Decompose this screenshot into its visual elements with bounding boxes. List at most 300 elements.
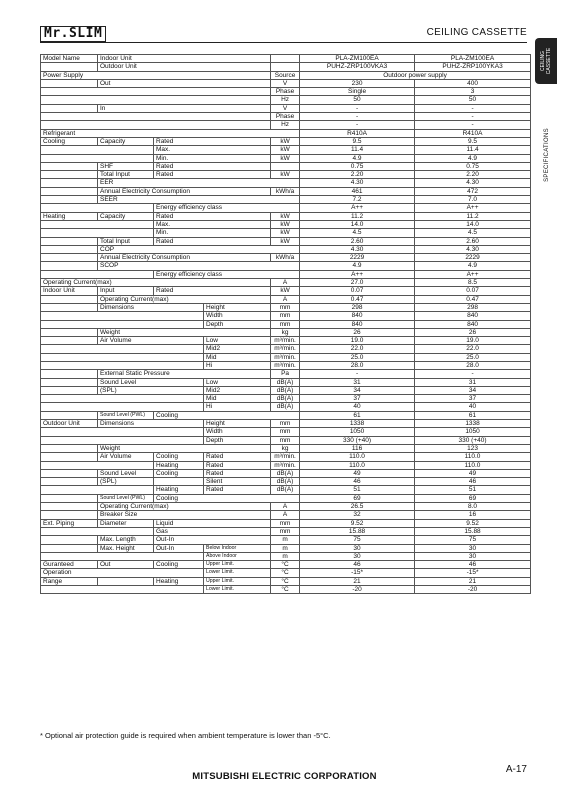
spec-cell: Max.: [154, 146, 271, 154]
spec-cell: Input: [98, 287, 154, 295]
spec-row: [41, 486, 531, 494]
spec-cell: [41, 503, 98, 511]
spec-cell: Weight: [98, 328, 271, 336]
spec-cell: mm: [271, 303, 300, 311]
spec-row: [41, 312, 531, 320]
spec-cell: kW: [271, 137, 300, 145]
spec-row: [41, 270, 531, 278]
spec-cell: 26: [300, 328, 415, 336]
spec-cell: 31: [415, 378, 531, 386]
spec-row: [41, 403, 531, 411]
spec-cell: 9.5: [300, 137, 415, 145]
spec-cell: 1050: [300, 428, 415, 436]
spec-cell: 110.0: [415, 453, 531, 461]
spec-cell: Width: [204, 312, 271, 320]
spec-cell: 1338: [300, 420, 415, 428]
spec-cell: A++: [300, 204, 415, 212]
spec-cell: kW: [271, 154, 300, 162]
spec-cell: m³/min.: [271, 361, 300, 369]
spec-cell: 4.9: [415, 154, 531, 162]
spec-cell: Operating Current(max): [98, 503, 271, 511]
side-section-text: SPECIFICATIONS: [544, 128, 550, 182]
spec-cell: 7.0: [415, 196, 531, 204]
spec-cell: 21: [300, 577, 415, 585]
spec-row: [41, 544, 531, 552]
spec-cell: Model Name: [41, 55, 98, 63]
spec-cell: -: [415, 121, 531, 129]
spec-cell: 21: [415, 577, 531, 585]
spec-row: [41, 113, 531, 121]
spec-cell: Diameter: [98, 519, 154, 527]
spec-cell: kWh/a: [271, 254, 300, 262]
spec-cell: [41, 328, 98, 336]
spec-cell: [41, 154, 154, 162]
spec-cell: [41, 162, 98, 170]
spec-row: [41, 345, 531, 353]
spec-cell: Mid: [204, 353, 271, 361]
spec-row: [41, 411, 531, 419]
spec-row: [41, 96, 531, 104]
spec-cell: [41, 478, 98, 486]
spec-cell: 30: [300, 552, 415, 560]
spec-cell: 4.30: [415, 179, 531, 187]
side-tab-label: CEILING CASSETTE: [540, 47, 552, 75]
spec-cell: 0.75: [300, 162, 415, 170]
spec-row: [41, 444, 531, 452]
spec-cell: 840: [415, 312, 531, 320]
spec-cell: [41, 361, 204, 369]
spec-cell: [41, 320, 204, 328]
spec-cell: Heating: [41, 212, 98, 220]
spec-cell: Cooling: [154, 561, 204, 569]
spec-cell: [41, 378, 98, 386]
spec-cell: [41, 411, 98, 419]
spec-row: [41, 63, 531, 71]
spec-cell: °C: [271, 586, 300, 594]
spec-row: [41, 511, 531, 519]
spec-row: [41, 220, 531, 228]
spec-row: [41, 527, 531, 535]
spec-cell: Width: [204, 428, 271, 436]
spec-cell: 298: [415, 303, 531, 311]
spec-row: [41, 569, 531, 577]
spec-cell: kg: [271, 444, 300, 452]
spec-cell: °C: [271, 569, 300, 577]
spec-cell: Annual Electricity Consumption: [98, 187, 271, 195]
spec-row: [41, 212, 531, 220]
spec-row: [41, 287, 531, 295]
spec-cell: Capacity: [98, 212, 154, 220]
spec-cell: 32: [300, 511, 415, 519]
spec-cell: Rated: [154, 162, 271, 170]
spec-cell: [41, 511, 98, 519]
spec-cell: Refrigerant: [41, 129, 300, 137]
spec-cell: Cooling: [154, 411, 300, 419]
spec-cell: 2.60: [300, 237, 415, 245]
spec-cell: 2.20: [415, 171, 531, 179]
spec-cell: 110.0: [415, 461, 531, 469]
spec-cell: -: [300, 104, 415, 112]
spec-cell: 840: [300, 312, 415, 320]
brand-logo: Mr.SLIM: [40, 26, 106, 42]
spec-cell: mm: [271, 420, 300, 428]
spec-cell: 4.5: [300, 229, 415, 237]
spec-cell: dB(A): [271, 403, 300, 411]
spec-cell: 9.52: [415, 519, 531, 527]
spec-cell: 110.0: [300, 461, 415, 469]
spec-row: [41, 129, 531, 137]
spec-cell: [41, 220, 154, 228]
spec-cell: Below Indoor: [204, 544, 271, 552]
spec-row: [41, 494, 531, 502]
spec-cell: PUHZ-ZRP100YKA3: [415, 63, 531, 71]
spec-cell: 30: [415, 552, 531, 560]
spec-row: [41, 88, 531, 96]
spec-cell: Low: [204, 337, 271, 345]
spec-cell: A++: [300, 270, 415, 278]
spec-cell: 19.0: [415, 337, 531, 345]
spec-cell: [41, 337, 98, 345]
spec-cell: Range: [41, 577, 98, 585]
spec-cell: [271, 55, 300, 63]
spec-cell: Pa: [271, 370, 300, 378]
spec-cell: -: [300, 370, 415, 378]
spec-cell: Hz: [271, 121, 300, 129]
spec-cell: Cooling: [154, 453, 204, 461]
spec-cell: mm: [271, 312, 300, 320]
spec-cell: dB(A): [271, 469, 300, 477]
spec-cell: [41, 88, 271, 96]
footnote: * Optional air protection guide is required when ambient temperature is lower than -5°C.: [40, 731, 331, 740]
spec-cell: Hi: [204, 403, 271, 411]
spec-cell: Rated: [154, 287, 271, 295]
spec-cell: [41, 395, 204, 403]
spec-row: [41, 461, 531, 469]
spec-cell: 298: [300, 303, 415, 311]
spec-cell: 50: [300, 96, 415, 104]
spec-row: [41, 245, 531, 253]
spec-cell: kW: [271, 220, 300, 228]
spec-cell: 37: [300, 395, 415, 403]
spec-cell: Rated: [204, 461, 271, 469]
spec-cell: 8.0: [415, 503, 531, 511]
spec-cell: dB(A): [271, 386, 300, 394]
spec-cell: m³/min.: [271, 353, 300, 361]
spec-cell: Energy efficiency class: [154, 270, 300, 278]
spec-cell: 7.2: [300, 196, 415, 204]
spec-cell: [41, 262, 98, 270]
spec-cell: 46: [415, 561, 531, 569]
spec-cell: 4.9: [300, 262, 415, 270]
spec-cell: Above Indoor: [204, 552, 271, 560]
spec-cell: Sound Level (PWL): [98, 411, 154, 419]
spec-cell: -20: [415, 586, 531, 594]
spec-cell: 0.47: [415, 295, 531, 303]
spec-cell: 116: [300, 444, 415, 452]
spec-cell: [154, 478, 204, 486]
spec-cell: 46: [415, 478, 531, 486]
spec-cell: 4.9: [415, 262, 531, 270]
spec-cell: kW: [271, 146, 300, 154]
spec-cell: °C: [271, 577, 300, 585]
spec-row: [41, 279, 531, 287]
spec-cell: m: [271, 552, 300, 560]
spec-cell: [41, 453, 98, 461]
spec-cell: Phase: [271, 88, 300, 96]
spec-row: [41, 586, 531, 594]
spec-cell: mm: [271, 519, 300, 527]
spec-cell: [41, 386, 98, 394]
spec-row: [41, 453, 531, 461]
spec-cell: 9.5: [415, 137, 531, 145]
spec-cell: Out: [98, 79, 271, 87]
spec-cell: Rated: [154, 171, 271, 179]
spec-cell: 0.07: [300, 287, 415, 295]
spec-row: [41, 121, 531, 129]
spec-cell: A++: [415, 270, 531, 278]
spec-row: [41, 237, 531, 245]
spec-cell: kg: [271, 328, 300, 336]
spec-cell: 11.2: [300, 212, 415, 220]
spec-cell: 61: [415, 411, 531, 419]
spec-cell: [98, 577, 154, 585]
spec-cell: 11.4: [300, 146, 415, 154]
spec-cell: 69: [300, 494, 415, 502]
spec-cell: Heating: [154, 577, 204, 585]
spec-cell: [41, 146, 154, 154]
spec-cell: 3: [415, 88, 531, 96]
spec-cell: Max.: [154, 220, 271, 228]
spec-cell: Sound Level (PWL): [98, 494, 154, 502]
spec-cell: Total Input: [98, 171, 154, 179]
spec-row: [41, 536, 531, 544]
spec-cell: 34: [415, 386, 531, 394]
spec-row: [41, 55, 531, 63]
spec-cell: Heating: [154, 461, 204, 469]
spec-row: [41, 320, 531, 328]
spec-row: [41, 79, 531, 87]
spec-cell: 4.9: [300, 154, 415, 162]
spec-cell: [41, 63, 98, 71]
spec-cell: [41, 229, 154, 237]
spec-row: [41, 478, 531, 486]
spec-cell: Outdoor Unit: [98, 63, 271, 71]
spec-cell: Ext. Piping: [41, 519, 98, 527]
spec-cell: A: [271, 503, 300, 511]
spec-cell: 9.52: [300, 519, 415, 527]
spec-table: [40, 54, 531, 594]
spec-cell: External Static Pressure: [98, 370, 271, 378]
spec-cell: m: [271, 544, 300, 552]
spec-cell: Min.: [154, 154, 271, 162]
spec-cell: kW: [271, 171, 300, 179]
spec-cell: Weight: [98, 444, 271, 452]
spec-cell: [41, 494, 98, 502]
footer-company: MITSUBISHI ELECTRIC CORPORATION: [192, 771, 377, 782]
spec-cell: [41, 552, 204, 560]
spec-cell: [41, 312, 204, 320]
spec-cell: mm: [271, 527, 300, 535]
spec-cell: Lower Limit.: [204, 586, 271, 594]
spec-cell: Out-In: [154, 536, 271, 544]
spec-cell: Out-In: [154, 544, 204, 552]
spec-row: [41, 71, 531, 79]
spec-row: [41, 519, 531, 527]
spec-cell: COP: [98, 245, 300, 253]
spec-cell: 31: [300, 378, 415, 386]
side-tab[interactable]: [535, 38, 557, 84]
spec-cell: [41, 403, 204, 411]
spec-cell: Mid2: [204, 345, 271, 353]
spec-cell: Hz: [271, 96, 300, 104]
spec-row: [41, 353, 531, 361]
spec-cell: Source: [271, 71, 300, 79]
spec-cell: Energy efficiency class: [154, 204, 300, 212]
spec-row: [41, 196, 531, 204]
spec-cell: 30: [415, 544, 531, 552]
spec-cell: 110.0: [300, 453, 415, 461]
spec-cell: 49: [300, 469, 415, 477]
spec-cell: Operation: [41, 569, 204, 577]
spec-row: [41, 577, 531, 585]
spec-cell: Operating Current(max): [98, 295, 271, 303]
spec-cell: Power Supply: [41, 71, 271, 79]
spec-cell: [41, 254, 98, 262]
spec-cell: Annual Electricity Consumption: [98, 254, 271, 262]
spec-cell: Single: [300, 88, 415, 96]
spec-cell: 8.5: [415, 279, 531, 287]
spec-cell: -15*: [415, 569, 531, 577]
spec-row: [41, 370, 531, 378]
spec-cell: 840: [415, 320, 531, 328]
spec-row: [41, 229, 531, 237]
spec-row: [41, 137, 531, 145]
spec-row: [41, 179, 531, 187]
spec-cell: SCOP: [98, 262, 300, 270]
spec-cell: kWh/a: [271, 187, 300, 195]
spec-cell: Min.: [154, 229, 271, 237]
spec-cell: mm: [271, 436, 300, 444]
spec-cell: dB(A): [271, 395, 300, 403]
spec-cell: PUHZ-ZRP100VKA3: [300, 63, 415, 71]
spec-cell: °C: [271, 561, 300, 569]
spec-cell: 230: [300, 79, 415, 87]
spec-cell: [41, 171, 98, 179]
spec-cell: Sound Level: [98, 469, 154, 477]
spec-cell: 27.0: [300, 279, 415, 287]
spec-cell: 15.88: [415, 527, 531, 535]
spec-cell: -20: [300, 586, 415, 594]
spec-cell: [41, 121, 271, 129]
spec-cell: [41, 245, 98, 253]
side-section-label: [540, 110, 554, 200]
spec-row: [41, 378, 531, 386]
spec-row: [41, 469, 531, 477]
spec-cell: dB(A): [271, 486, 300, 494]
spec-cell: 0.75: [415, 162, 531, 170]
spec-cell: Gas: [154, 527, 271, 535]
spec-row: [41, 104, 531, 112]
spec-cell: PLA-ZM100EA: [300, 55, 415, 63]
spec-cell: 61: [300, 411, 415, 419]
spec-cell: 26: [415, 328, 531, 336]
spec-cell: 2.20: [300, 171, 415, 179]
spec-cell: Upper Limit.: [204, 561, 271, 569]
spec-cell: Rated: [154, 212, 271, 220]
spec-cell: Depth: [204, 320, 271, 328]
spec-cell: Rated: [154, 137, 271, 145]
spec-cell: 2.60: [415, 237, 531, 245]
spec-cell: Cooling: [154, 469, 204, 477]
spec-cell: Guranteed: [41, 561, 98, 569]
spec-cell: [41, 353, 204, 361]
spec-cell: 330 (+40): [300, 436, 415, 444]
spec-cell: [41, 179, 98, 187]
spec-cell: A++: [415, 204, 531, 212]
spec-cell: R410A: [300, 129, 415, 137]
spec-cell: A: [271, 511, 300, 519]
spec-cell: 28.0: [300, 361, 415, 369]
spec-row: [41, 328, 531, 336]
spec-cell: [41, 370, 98, 378]
spec-cell: Phase: [271, 113, 300, 121]
header-title: CEILING CASSETTE: [426, 27, 527, 38]
spec-cell: [41, 436, 204, 444]
spec-cell: In: [98, 104, 271, 112]
spec-row: [41, 561, 531, 569]
spec-cell: 2229: [415, 254, 531, 262]
spec-cell: EER: [98, 179, 300, 187]
spec-cell: 330 (+40): [415, 436, 531, 444]
spec-row: [41, 420, 531, 428]
spec-cell: 0.07: [415, 287, 531, 295]
spec-cell: 26.5: [300, 503, 415, 511]
spec-cell: mm: [271, 428, 300, 436]
spec-row: [41, 436, 531, 444]
spec-cell: 1338: [415, 420, 531, 428]
spec-cell: Height: [204, 420, 271, 428]
spec-cell: [41, 295, 98, 303]
spec-cell: 14.0: [415, 220, 531, 228]
spec-cell: [41, 461, 154, 469]
spec-cell: 50: [415, 96, 531, 104]
spec-cell: Dimensions: [98, 303, 204, 311]
spec-cell: Indoor Unit: [41, 287, 98, 295]
spec-row: [41, 395, 531, 403]
spec-row: [41, 552, 531, 560]
spec-row: [41, 171, 531, 179]
spec-cell: Operating Current(max): [41, 279, 271, 287]
spec-cell: 30: [300, 544, 415, 552]
spec-cell: 22.0: [415, 345, 531, 353]
spec-cell: 34: [300, 386, 415, 394]
spec-cell: [41, 187, 98, 195]
spec-cell: V: [271, 104, 300, 112]
spec-cell: -: [415, 104, 531, 112]
header-rule: [40, 42, 527, 43]
spec-cell: -: [415, 370, 531, 378]
spec-cell: 28.0: [415, 361, 531, 369]
spec-cell: [41, 345, 204, 353]
spec-cell: Depth: [204, 436, 271, 444]
spec-cell: -: [300, 113, 415, 121]
spec-cell: [41, 196, 98, 204]
spec-cell: m³/min.: [271, 345, 300, 353]
spec-cell: kW: [271, 212, 300, 220]
spec-cell: Capacity: [98, 137, 154, 145]
spec-cell: m³/min.: [271, 461, 300, 469]
spec-row: [41, 303, 531, 311]
